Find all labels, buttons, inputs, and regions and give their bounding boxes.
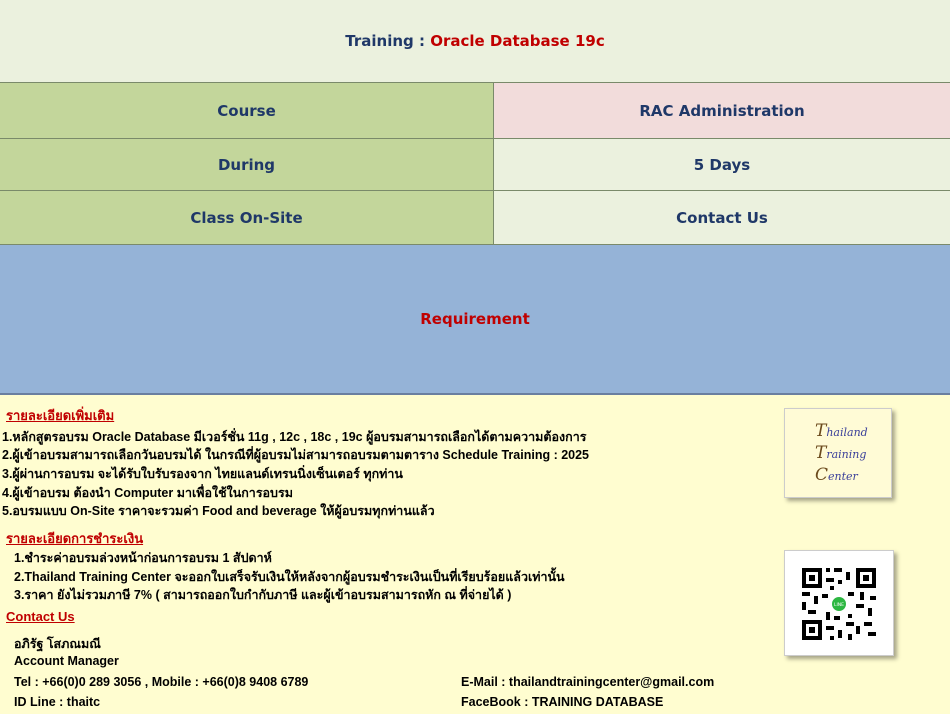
details-item-1: 1.หลักสูตรอบรม Oracle Database มีเวอร์ชั่น 11g , 12c , 18c , 19c ผู้อบรมสามารถเลือกได้ตามความต้องการ: [2, 430, 587, 444]
contact-facebook[interactable]: FaceBook : TRAINING DATABASE: [461, 695, 664, 709]
during-label-cell: [0, 139, 494, 191]
contact-line: ID Line : thaitc: [14, 695, 101, 709]
line-qr-code[interactable]: [784, 550, 894, 656]
details-heading: รายละเอียดเพิ่มเติม: [6, 408, 115, 423]
requirement-banner: [0, 245, 950, 395]
course-value: RAC Administration: [639, 101, 805, 120]
payment-item-3: 3.ราคา ยังไม่รวมภาษี 7% ( สามารถออกใบกำกับภาษี และผู้เข้าอบรมสามารถหัก ณ ที่จ่ายได้ ): [14, 588, 512, 602]
payment-heading: รายละเอียดการชำระเงิน: [6, 531, 144, 546]
thailand-training-center-logo: Thailand Training Center: [784, 408, 892, 498]
during-value: 5 Days: [693, 155, 751, 174]
title-course-name: Oracle Database 19c: [430, 32, 605, 50]
title-prefix: Training :: [345, 32, 425, 50]
onsite-value-cell[interactable]: [494, 191, 950, 245]
details-item-5: 5.อบรมแบบ On-Site ราคาจะรวมค่า Food and beverage ให้ผู้อบรมทุกท่านแล้ว: [2, 504, 435, 518]
during-value-cell: [494, 139, 950, 191]
details-item-4: 4.ผู้เข้าอบรม ต้องนำ Computer มาเพื่อใช้ในการอบรม: [2, 486, 293, 500]
contact-us-link[interactable]: Contact Us: [676, 208, 768, 227]
details-item-2: 2.ผู้เข้าอบรมสามารถเลือกวันอบรมได้ ในกรณีที่ผู้อบรมไม่สามารถอบรมตามตาราง Schedule Training : 2025: [2, 448, 590, 462]
onsite-label-cell: [0, 191, 494, 245]
qr-code-icon: [785, 551, 893, 655]
details-item-3: 3.ผู้ผ่านการอบรม จะได้รับใบรับรองจาก ไทยแลนด์เทรนนิ่งเซ็นเตอร์ ทุกท่าน: [2, 467, 403, 481]
payment-item-1: 1.ชำระค่าอบรมล่วงหน้าก่อนการอบรม 1 สัปดาห์: [14, 551, 272, 565]
contact-role: Account Manager: [14, 654, 119, 668]
requirement-label: Requirement: [420, 310, 530, 328]
page-title: [0, 0, 950, 83]
onsite-label: Class On-Site: [190, 208, 303, 227]
payment-item-2: 2.Thailand Training Center จะออกใบเสร็จรับเงินให้หลังจากผู้อบรมชำระเงินเป็นที่เรียบร้อยแล้วเท่านั้น: [14, 570, 565, 584]
course-label-cell: [0, 83, 494, 139]
course-value-cell: [494, 83, 950, 139]
svg-text:LINE: LINE: [833, 603, 845, 608]
contact-tel: Tel : +66(0)0 289 3056 , Mobile : +66(0)8 9408 6789: [14, 675, 309, 689]
during-label: During: [217, 155, 276, 174]
contact-name: อภิรัฐ โสภณมณี: [14, 637, 101, 651]
contact-email[interactable]: E-Mail : thailandtrainingcenter@gmail.com: [461, 675, 715, 689]
course-label: Course: [217, 101, 276, 120]
contact-heading: Contact Us: [6, 609, 75, 624]
